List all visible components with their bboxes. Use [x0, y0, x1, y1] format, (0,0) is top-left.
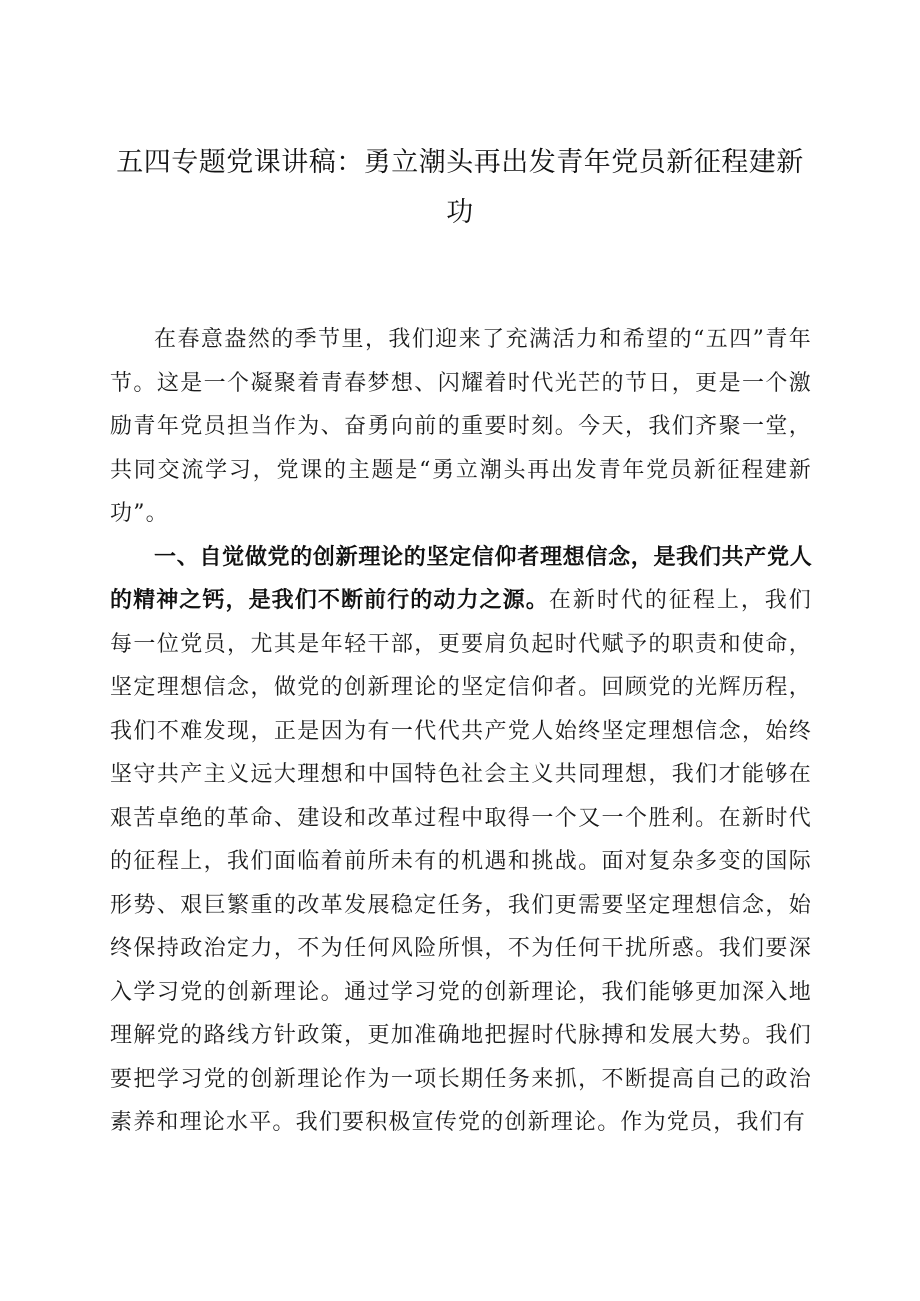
document-title: 五四专题党课讲稿：勇立潮头再出发青年党员新征程建新功: [116, 147, 804, 228]
section-one-text: 在新时代的征程上，我们每一位党员，尤其是年轻干部，更要肩负起时代赋予的职责和使命，坚定理想信念，做党的创新理论的坚定信仰者。回顾党的光辉历程，我们不难发现，正是因为有一代代共产党人始终坚定理想信念，始终坚守共产主义远大理想和中国特色社会主义共同理想，我们才能够在艰苦卓绝的革命、建设和改革过程中取得一个又一个胜利。在新时代的征程上，我们面临着前所未有的机遇和挑战。面对复杂多变的国际形势、艰巨繁重的改革发展稳定任务，我们更需要坚定理想信念，始终保持政治定力，不为任何风险所惧，不为任何干扰所惑。我们要深入学习党的创新理论。通过学习党的创新理论，我们能够更加深入地理解党的路线方针政策，更加准确地把握时代脉搏和发展大势。我们要把学习党的创新理论作为一项长期任务来抓，不断提高自己的政治素养和理论水平。我们要积极宣传党的创新理论。作为党员，我们有: [110, 588, 813, 1135]
intro-paragraph-text: 在春意盎然的季节里，我们迎来了充满活力和希望的“五四”青年节。这是一个凝聚着青春梦想、闪耀着时代光芒的节日，更是一个激励青年党员担当作为、奋勇向前的重要时刻。今天，我们齐聚一堂，共同交流学习，党课的主题是“勇立潮头再出发青年党员新征程建新功”。: [110, 327, 812, 526]
section-one-paragraph: [110, 536, 812, 1145]
section-one-heading: 一、自觉做党的创新理论的坚定信仰者理想信念，是我们共产党人的精神之钙，是我们不断前行的动力之源。: [110, 544, 812, 613]
intro-paragraph: [110, 318, 812, 536]
document-body: [110, 318, 812, 1145]
